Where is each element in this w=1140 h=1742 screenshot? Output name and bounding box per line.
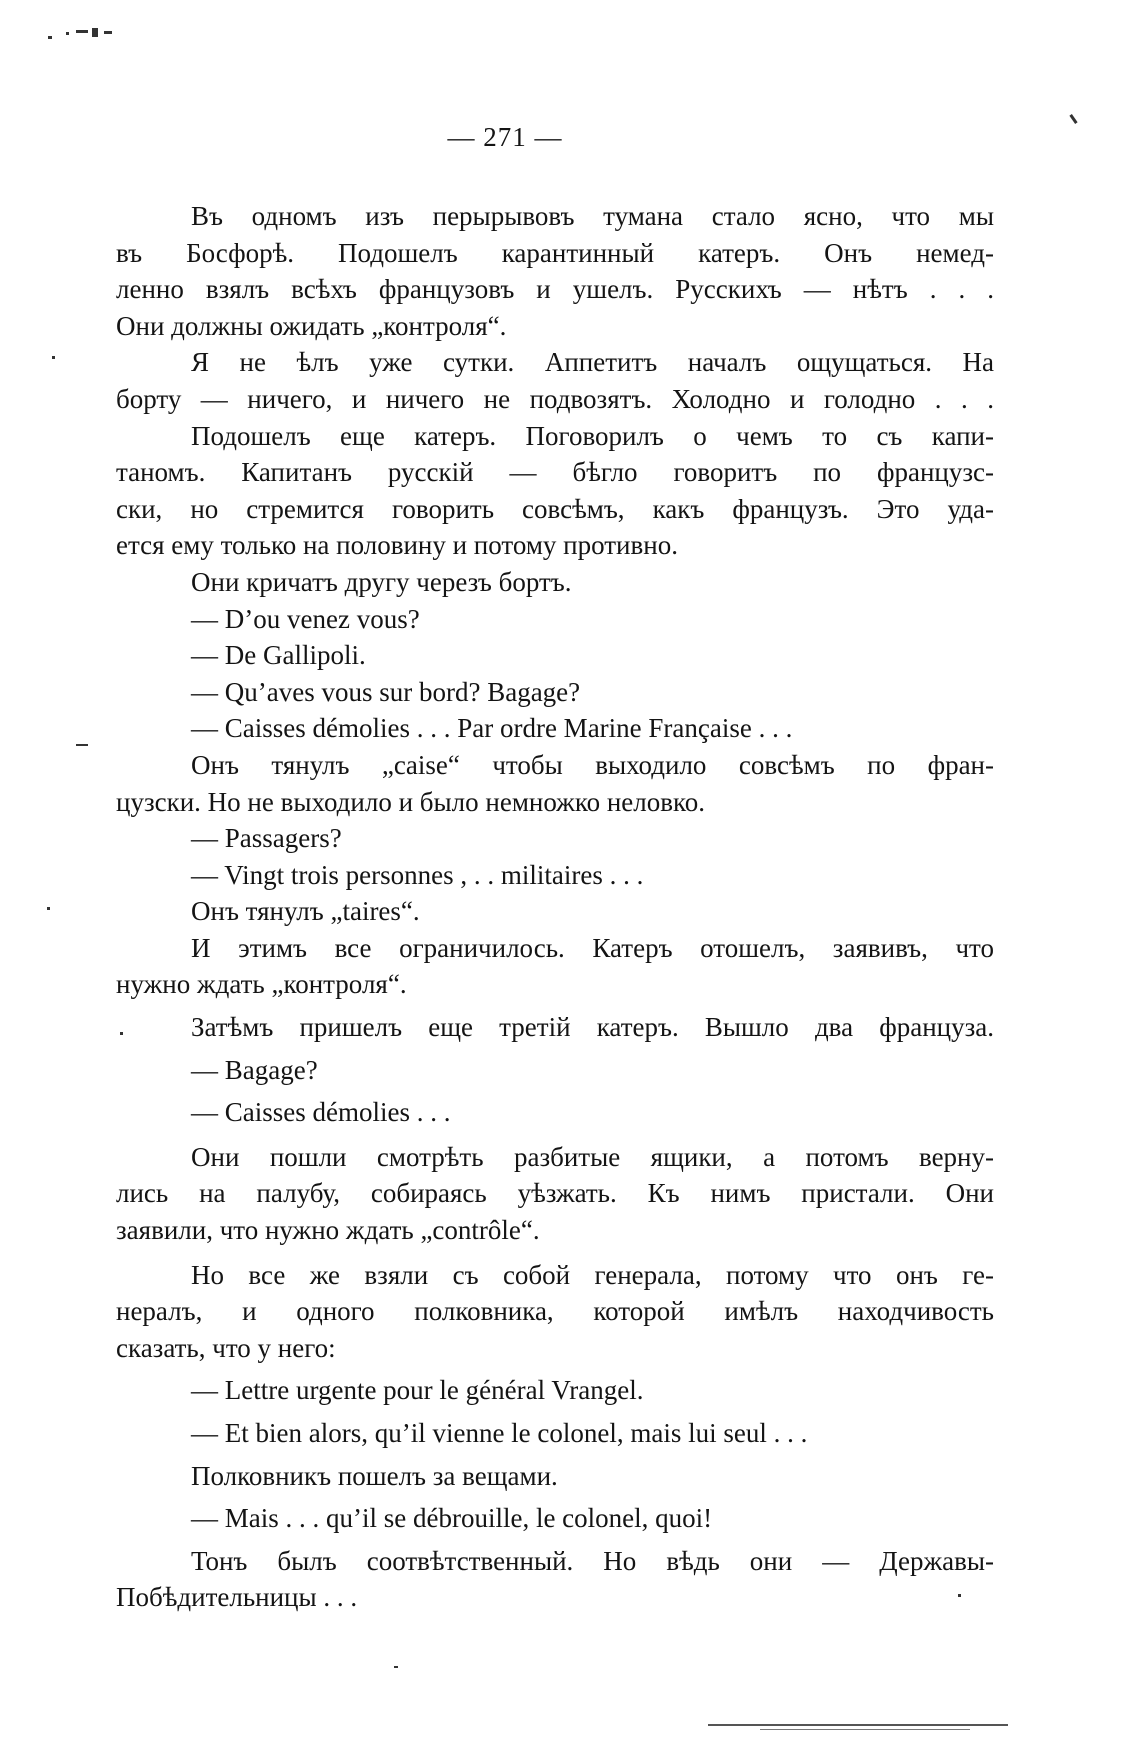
text-line: ски, но стремится говорить совсѣмъ, какъ французъ. Это уда- (116, 493, 994, 524)
text-line: Они пошли смотрѣть разбитые ящики, а потомъ верну- (191, 1141, 994, 1172)
text-line: — D’ou venez vous? (191, 603, 420, 634)
text-line: заявили, что нужно ждать „contrôle“. (116, 1215, 540, 1246)
page-body (116, 198, 994, 1616)
text-line: таномъ. Капитанъ русскій — бѣгло говоритъ по французс- (116, 457, 994, 488)
text-line: — De Gallipoli. (191, 640, 366, 671)
text-line: цузски. Но не выходило и было немножко неловко. (116, 786, 705, 817)
text-line: — Et bien alors, qu’il vienne le colonel, mais lui seul . . . (191, 1418, 808, 1448)
text-line: — Caisses démolies . . . (191, 1097, 451, 1128)
scan-smudge (708, 1724, 1008, 1726)
text-line: Онъ тянулъ „caise“ чтобы выходило совсѣмъ по фран- (191, 749, 994, 780)
scan-speck (76, 30, 88, 33)
scan-speck (104, 31, 112, 34)
text-line: — Qu’aves vous sur bord? Bagage? (191, 676, 581, 707)
text-line: въ Босфорѣ. Подошелъ карантинный катеръ. Онъ немед- (116, 237, 994, 268)
text-line: — Caisses démolies . . . Par ordre Marine Française . . . (191, 713, 793, 744)
text-line: Они кричатъ другу черезъ бортъ. (191, 566, 572, 597)
text-line: Я не ѣлъ уже сутки. Аппетитъ началъ ощущаться. На (191, 347, 994, 378)
text-line: Онъ тянулъ „taires“. (191, 896, 420, 927)
scan-speck (92, 28, 98, 37)
text-line: — Mais . . . qu’il se débrouille, le colonel, quoi! (191, 1503, 713, 1534)
text-line: борту — ничего, и ничего не подвозятъ. Холодно и голодно . . . (116, 383, 994, 414)
text-line: сказать, что у него: (116, 1332, 336, 1363)
text-line: лись на палубу, собираясь уѣзжать. Къ нимъ пристали. Они (116, 1178, 994, 1209)
scan-speck (52, 356, 55, 359)
text-line: Въ одномъ изъ перырывовъ тумана стало ясно, что мы (191, 201, 994, 231)
text-line: ется ему только на половину и потому противно. (116, 530, 678, 561)
text-line: Подошелъ еще катеръ. Поговорилъ о чемъ то съ капи- (191, 420, 994, 451)
text-line: нералъ, и одного полковника, которой имѣлъ находчивость (116, 1296, 994, 1327)
scan-speck (47, 907, 50, 910)
scan-speck (394, 1666, 398, 1668)
text-line: ленно взялъ всѣхъ французовъ и ушелъ. Русскихъ — нѣтъ . . . (116, 274, 994, 305)
text-line: Но все же взяли съ собой генерала, потому что онъ ге- (191, 1259, 994, 1290)
scan-speck (66, 32, 69, 35)
scan-smudge (760, 1729, 970, 1730)
text-line: — Passagers? (191, 823, 342, 854)
text-line: Побѣдительницы . . . (116, 1582, 358, 1613)
scan-speck (120, 1032, 123, 1035)
text-line: Полковникъ пошелъ за вещами. (191, 1460, 558, 1491)
text-line: — Lettre urgente pour le général Vrangel. (191, 1375, 644, 1406)
text-line: И этимъ все ограничилось. Катеръ отошелъ, заявивъ, что (191, 932, 994, 963)
page-number: — 271 — (447, 122, 563, 152)
scan-speck (76, 744, 88, 746)
text-line: Они должны ожидать „контроля“. (116, 310, 507, 341)
text-line: Тонъ былъ соотвѣтственный. Но вѣдь они — Державы- (191, 1545, 994, 1576)
scan-speck (958, 1594, 961, 1597)
text-line: нужно ждать „контроля“. (116, 969, 407, 1000)
scan-speck (48, 36, 52, 39)
text-line: Затѣмъ пришелъ еще третій катеръ. Вышло два француза. (191, 1012, 994, 1043)
scan-speck (1069, 114, 1077, 124)
text-line: — Bagage? (191, 1054, 318, 1085)
text-line: — Vingt trois personnes , . . militaires . . . (191, 859, 644, 890)
